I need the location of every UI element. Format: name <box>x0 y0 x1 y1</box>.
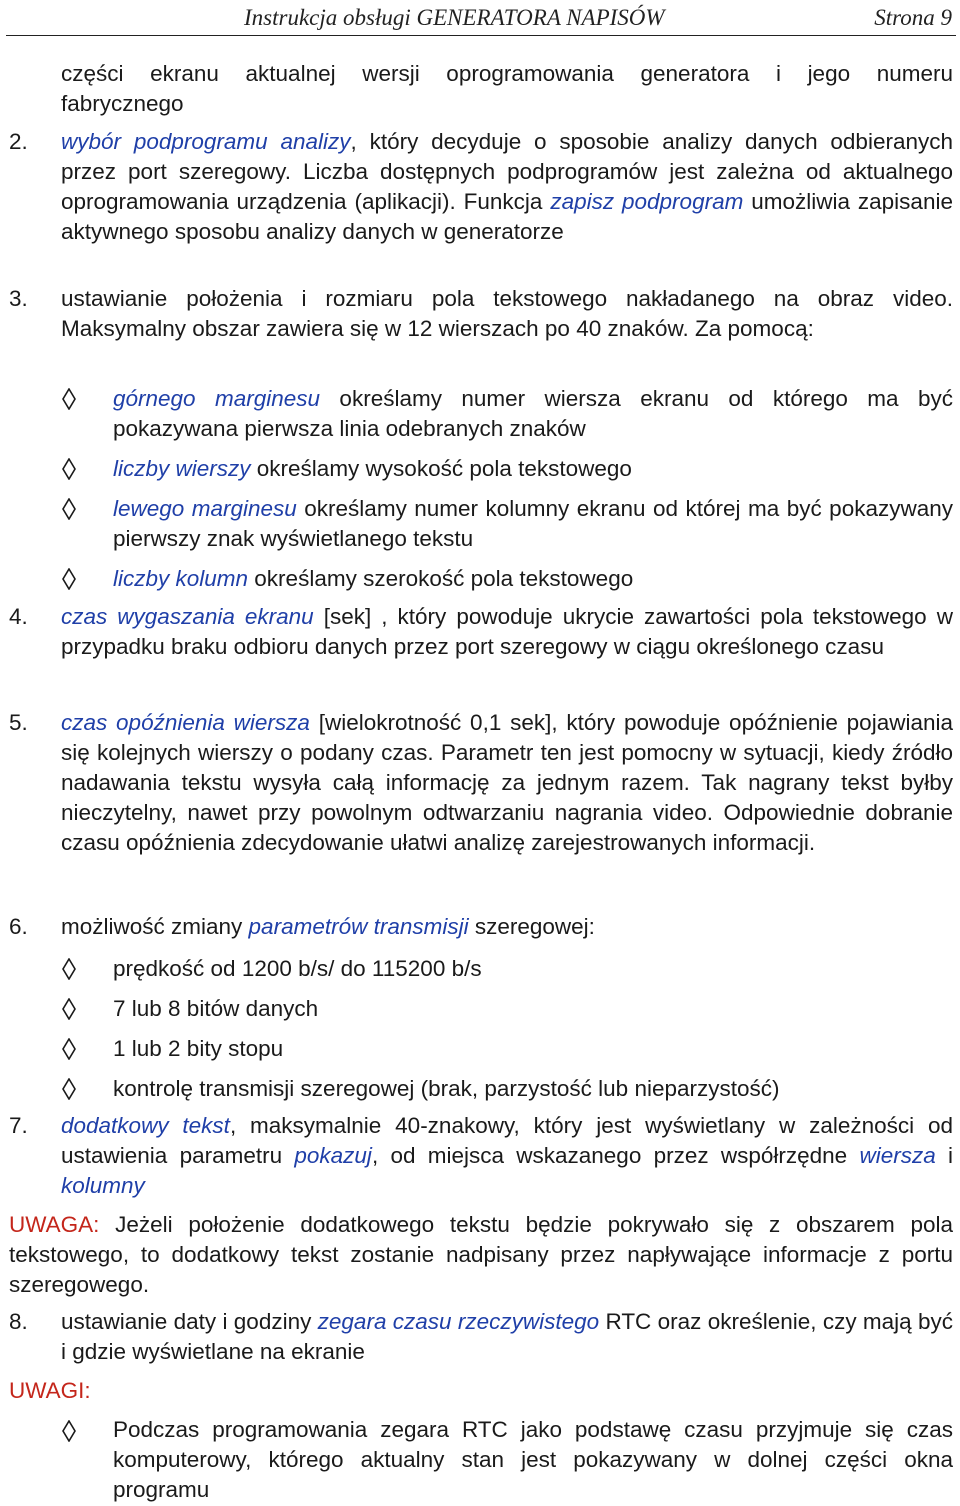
warning-label: UWAGA: <box>9 1212 100 1237</box>
item-2-part-d: umożliwia zapisanie aktywnego sposobu analizy danych w generatorze <box>61 189 953 244</box>
page-number: Strona 9 <box>874 5 952 30</box>
bullet-lewy-margines <box>113 494 953 554</box>
term-wybor-podprogramu: wybór podprogramu analizy <box>61 129 351 154</box>
diamond-bullet-icon <box>62 568 76 590</box>
term-gornego-marginesu: górnego marginesu <box>113 386 321 411</box>
item-8-part-a: ustawianie daty i godziny <box>61 1309 318 1334</box>
bullet-text: określamy numer wiersza ekranu od którego ma być pokazywana pierwsza linia odebranych znaków <box>113 386 953 441</box>
item-8-part-c: RTC oraz określenie, czy mają być i gdzie wyświetlane na ekranie <box>61 1309 953 1364</box>
term-wiersza: wiersza <box>859 1143 936 1168</box>
page-header <box>0 0 960 36</box>
item-7-number: 7. <box>9 1113 28 1138</box>
diamond-bullet-icon <box>62 998 76 1020</box>
warning-paragraph <box>9 1210 953 1300</box>
item-7-part-f: i <box>935 1143 953 1168</box>
term-zegara-rtc: zegara czasu rzeczywistego <box>317 1309 600 1334</box>
bullet-liczba-wierszy <box>113 454 953 484</box>
item-5-part-b: [wielokrotność 0,1 sek], który powoduje opóźnienie pojawiania się kolejnych wierszy o podany czas. Parametr ten jest pomocny w sytuacji, kiedy źródło nadawania tekstu wysyła całą informację za jednym razem. Tak nagrany tekst byłby nieczytelny, nawet przy powolnym odtwarzaniu nagrania video. Odpowiednie dobranie czasu opóźnienia zdecydowanie ułatwi analizę zarejestrowanych informacji. <box>61 710 953 855</box>
intro-paragraph <box>61 59 953 119</box>
item-2-part-b: , który decyduje o sposobie analizy danych odbieranych przez port szeregowy. Liczba dostępnych podprogramów jest zależna od aktualnego oprogramowania urządzenia (aplikacji). Funkcja <box>61 129 953 214</box>
item-8-text <box>61 1307 953 1367</box>
item-6-text <box>61 912 953 942</box>
item-8-number: 8. <box>9 1309 28 1334</box>
header-divider <box>6 35 956 36</box>
bullet-text: określamy numer kolumny ekranu od której ma być pokazywany pierwszy znak wyświetlanego tekstu <box>113 496 953 551</box>
item-3-number: 3. <box>9 286 28 311</box>
diamond-bullet-icon <box>62 958 76 980</box>
bullet-zegar-rtc-note: Podczas programowania zegara RTC jako podstawę czasu przyjmuje się czas komputerowy, którego aktualny stan jest pokazywany w dolnej części okna programu <box>113 1417 953 1502</box>
item-7-part-b: , maksymalnie 40-znakowy, który jest wyświetlany w zależności od ustawienia parametru <box>61 1113 953 1168</box>
term-kolumny: kolumny <box>61 1173 145 1198</box>
bullet-kontrola-transmisji: kontrolę transmisji szeregowej (brak, parzystość lub nieparzystość) <box>113 1076 780 1101</box>
bullet-text: określamy szerokość pola tekstowego <box>248 566 634 591</box>
diamond-bullet-icon <box>62 388 76 410</box>
diamond-bullet-icon <box>62 1038 76 1060</box>
bullet-gorny-margines <box>113 384 953 444</box>
diamond-bullet-icon <box>62 498 76 520</box>
intro-line-2: fabrycznego <box>61 91 184 116</box>
item-6-part-c: szeregowej: <box>468 914 595 939</box>
warning-text: Jeżeli położenie dodatkowego tekstu będzie pokrywało się z obszarem pola tekstowego, to dodatkowy tekst zostanie nadpisany przez napływające informacje z portu szeregowego. <box>9 1212 953 1297</box>
item-5-number: 5. <box>9 710 28 735</box>
notes-label-line <box>9 1376 953 1406</box>
term-liczby-wierszy: liczby wierszy <box>113 456 251 481</box>
item-6-number: 6. <box>9 914 28 939</box>
term-czas-opoznienia: czas opóźnienia wiersza <box>61 710 310 735</box>
item-5-text <box>61 708 953 858</box>
item-4-text <box>61 602 953 662</box>
item-4-number: 4. <box>9 604 28 629</box>
bullet-text: określamy wysokość pola tekstowego <box>250 456 632 481</box>
term-dodatkowy-tekst: dodatkowy tekst <box>61 1113 230 1138</box>
item-3-text: ustawianie położenia i rozmiaru pola tekstowego nakładanego na obraz video. Maksymalny obszar zawiera się w 12 wierszach po 40 znaków. Za pomocą: <box>61 286 953 341</box>
bullet-bity-stopu: 1 lub 2 bity stopu <box>113 1036 284 1061</box>
notes-label: UWAGI: <box>9 1378 91 1403</box>
bullet-predkosc: prędkość od 1200 b/s/ do 115200 b/s <box>113 956 482 981</box>
diamond-bullet-icon <box>62 1420 76 1442</box>
diamond-bullet-icon <box>62 458 76 480</box>
intro-line-1: części ekranu aktualnej wersji oprogramowania generatora i jego numeru <box>61 61 953 86</box>
bullet-bity-danych: 7 lub 8 bitów danych <box>113 996 319 1021</box>
term-parametrow-transmisji: parametrów transmisji <box>248 914 469 939</box>
item-7-part-d: , od miejsca wskazanego przez współrzędne <box>371 1143 860 1168</box>
term-czas-wygaszania: czas wygaszania ekranu <box>61 604 314 629</box>
item-4-part-b: [sek] , który powoduje ukrycie zawartości pola tekstowego w przypadku braku odbioru danych przez port szeregowy w ciągu określonego czasu <box>61 604 953 659</box>
item-2-text <box>61 127 953 247</box>
diamond-bullet-icon <box>62 1078 76 1100</box>
term-zapisz-podprogram: zapisz podprogram <box>550 189 744 214</box>
term-pokazuj: pokazuj <box>294 1143 372 1168</box>
term-liczby-kolumn: liczby kolumn <box>113 566 249 591</box>
document-title: Instrukcja obsługi GENERATORA NAPISÓW <box>244 5 665 30</box>
item-2-number: 2. <box>9 129 28 154</box>
bullet-liczba-kolumn <box>113 564 953 594</box>
item-7-text <box>61 1111 953 1201</box>
term-lewego-marginesu: lewego marginesu <box>113 496 297 521</box>
item-6-part-a: możliwość zmiany <box>61 914 249 939</box>
